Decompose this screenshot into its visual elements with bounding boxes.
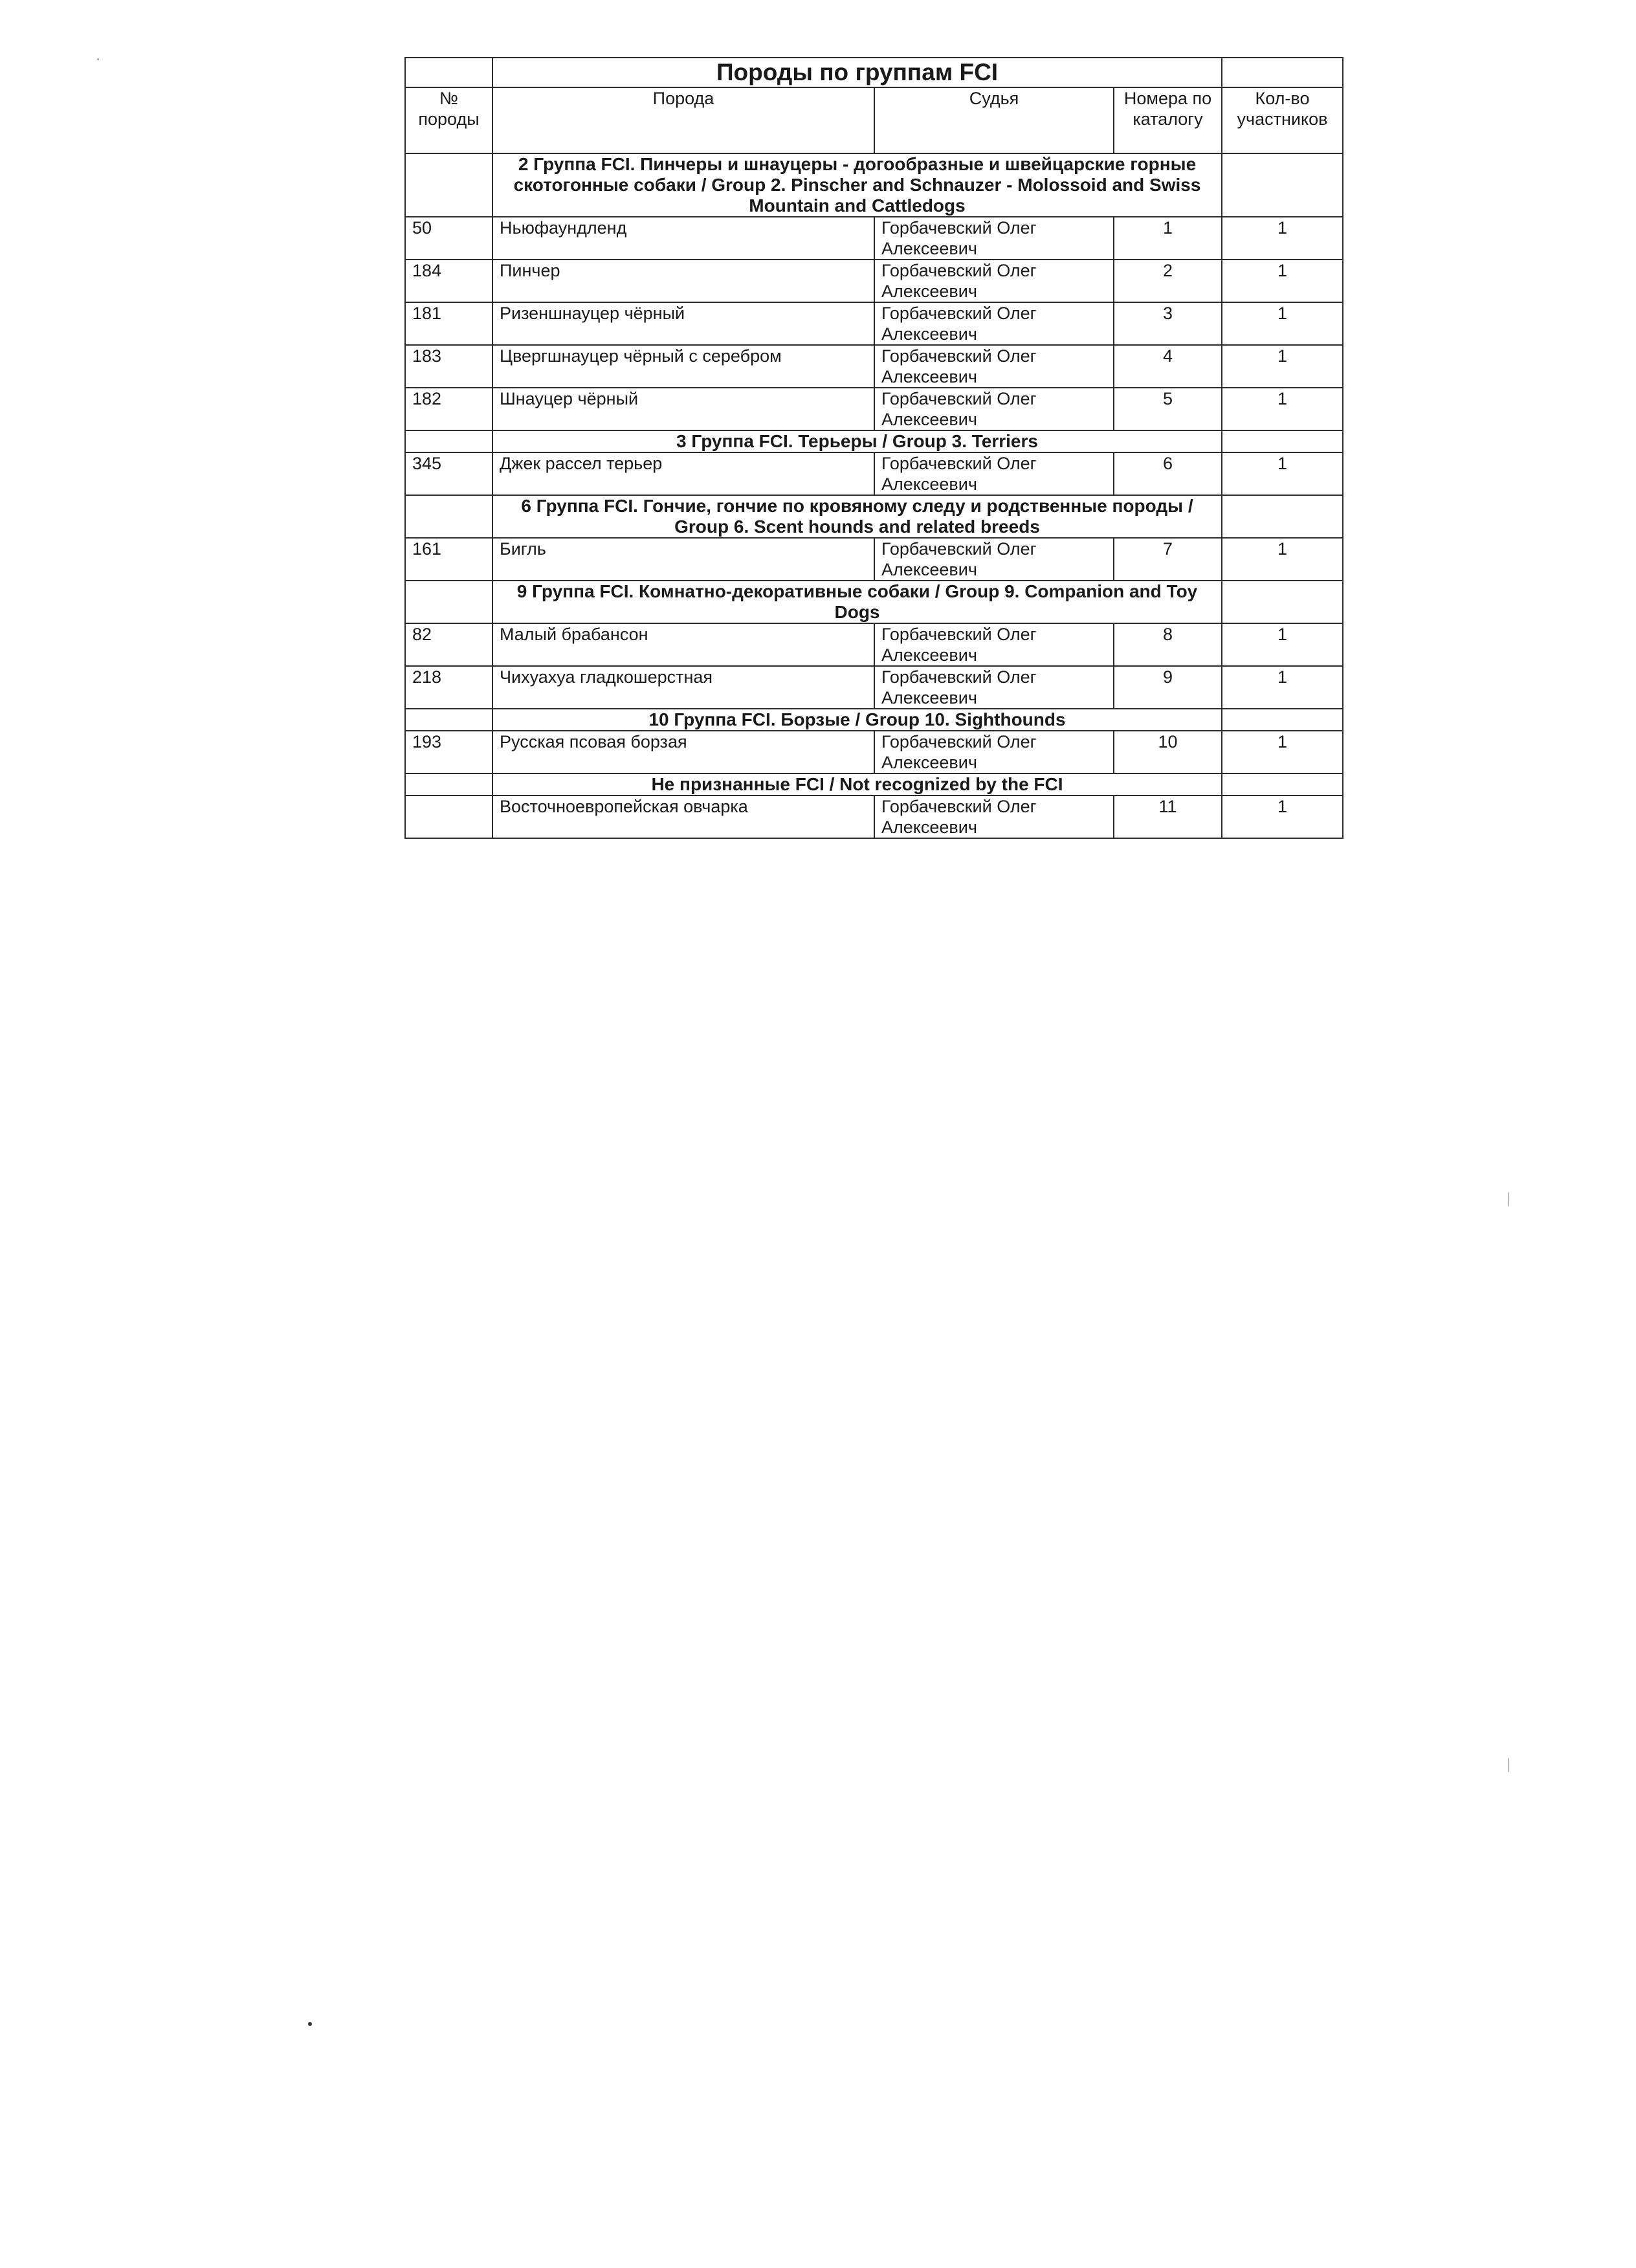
group-title: 2 Группа FCI. Пинчеры и шнауцеры - догообразные и швейцарские горные скотогонные собаки / Group 2. Pinscher and Schnauzer - Molossoid and Swiss Mountain and Cattledogs: [492, 153, 1222, 217]
judge-name-cell: Горбачевский Олег Алексеевич: [874, 302, 1114, 345]
group-empty-cell: [405, 709, 492, 731]
participants-count-cell: 1: [1222, 666, 1343, 709]
group-empty-cell: [1222, 773, 1343, 795]
group-title: Не признанные FCI / Not recognized by the FCI: [492, 773, 1222, 795]
title-empty-cell: [1222, 58, 1343, 87]
catalog-number-cell: 9: [1114, 666, 1222, 709]
judge-name-cell: Горбачевский Олег Алексеевич: [874, 538, 1114, 581]
group-title: 3 Группа FCI. Терьеры / Group 3. Terriers: [492, 430, 1222, 452]
breed-name-cell: Бигль: [492, 538, 874, 581]
participants-count-cell: 1: [1222, 345, 1343, 388]
breed-name-cell: Ризеншнауцер чёрный: [492, 302, 874, 345]
table-header-row: [405, 87, 1343, 153]
breed-name-cell: Шнауцер чёрный: [492, 388, 874, 430]
group-empty-cell: [405, 430, 492, 452]
header-count: Кол-во участников: [1222, 87, 1343, 153]
breed-number-cell: 193: [405, 731, 492, 773]
group-title: 9 Группа FCI. Комнатно-декоративные собаки / Group 9. Companion and Toy Dogs: [492, 581, 1222, 623]
group-empty-cell: [1222, 153, 1343, 217]
group-empty-cell: [1222, 581, 1343, 623]
group-empty-cell: [405, 581, 492, 623]
breeds-table: [404, 57, 1343, 839]
table-row: [405, 623, 1343, 666]
participants-count-cell: 1: [1222, 538, 1343, 581]
breed-number-cell: [405, 795, 492, 838]
breed-number-cell: 82: [405, 623, 492, 666]
participants-count-cell: 1: [1222, 217, 1343, 260]
breed-number-cell: 345: [405, 452, 492, 495]
document-page: [404, 57, 1342, 839]
group-empty-cell: [1222, 709, 1343, 731]
group-empty-cell: [405, 495, 492, 538]
catalog-number-cell: 6: [1114, 452, 1222, 495]
group-empty-cell: [1222, 495, 1343, 538]
group-title: 10 Группа FCI. Борзые / Group 10. Sighthounds: [492, 709, 1222, 731]
breed-number-cell: 161: [405, 538, 492, 581]
breed-name-cell: Джек рассел терьер: [492, 452, 874, 495]
catalog-number-cell: 5: [1114, 388, 1222, 430]
group-title: 6 Группа FCI. Гончие, гончие по кровяному следу и родственные породы / Group 6. Scent hounds and related breeds: [492, 495, 1222, 538]
table-row: [405, 795, 1343, 838]
catalog-number-cell: 4: [1114, 345, 1222, 388]
participants-count-cell: 1: [1222, 452, 1343, 495]
breed-name-cell: Восточноевропейская овчарка: [492, 795, 874, 838]
catalog-number-cell: 10: [1114, 731, 1222, 773]
participants-count-cell: 1: [1222, 260, 1343, 302]
scan-speck: [308, 2022, 312, 2026]
title-empty-cell: [405, 58, 492, 87]
group-row: [405, 581, 1343, 623]
group-row: [405, 495, 1343, 538]
header-breed: Порода: [492, 87, 874, 153]
judge-name-cell: Горбачевский Олег Алексеевич: [874, 795, 1114, 838]
table-title-row: [405, 58, 1343, 87]
header-number: № породы: [405, 87, 492, 153]
catalog-number-cell: 2: [1114, 260, 1222, 302]
group-row: [405, 709, 1343, 731]
scan-speck: [1508, 1758, 1509, 1772]
scan-speck: [1508, 1192, 1509, 1206]
group-row: [405, 153, 1343, 217]
table-row: [405, 452, 1343, 495]
group-empty-cell: [1222, 430, 1343, 452]
group-row: [405, 773, 1343, 795]
group-row: [405, 430, 1343, 452]
participants-count-cell: 1: [1222, 623, 1343, 666]
breed-number-cell: 50: [405, 217, 492, 260]
catalog-number-cell: 8: [1114, 623, 1222, 666]
table-row: [405, 345, 1343, 388]
table-row: [405, 217, 1343, 260]
judge-name-cell: Горбачевский Олег Алексеевич: [874, 623, 1114, 666]
participants-count-cell: 1: [1222, 731, 1343, 773]
breed-name-cell: Малый брабансон: [492, 623, 874, 666]
judge-name-cell: Горбачевский Олег Алексеевич: [874, 731, 1114, 773]
table-row: [405, 260, 1343, 302]
participants-count-cell: 1: [1222, 388, 1343, 430]
judge-name-cell: Горбачевский Олег Алексеевич: [874, 345, 1114, 388]
participants-count-cell: 1: [1222, 302, 1343, 345]
breed-name-cell: Чихуахуа гладкошерстная: [492, 666, 874, 709]
breed-number-cell: 184: [405, 260, 492, 302]
judge-name-cell: Горбачевский Олег Алексеевич: [874, 666, 1114, 709]
breed-name-cell: Пинчер: [492, 260, 874, 302]
breed-name-cell: Русская псовая борзая: [492, 731, 874, 773]
table-row: [405, 538, 1343, 581]
breed-name-cell: Ньюфаундленд: [492, 217, 874, 260]
catalog-number-cell: 11: [1114, 795, 1222, 838]
breed-number-cell: 181: [405, 302, 492, 345]
header-catalog: Номера по каталогу: [1114, 87, 1222, 153]
table-row: [405, 388, 1343, 430]
group-empty-cell: [405, 773, 492, 795]
breed-number-cell: 183: [405, 345, 492, 388]
table-row: [405, 731, 1343, 773]
judge-name-cell: Горбачевский Олег Алексеевич: [874, 388, 1114, 430]
breed-number-cell: 218: [405, 666, 492, 709]
judge-name-cell: Горбачевский Олег Алексеевич: [874, 452, 1114, 495]
participants-count-cell: 1: [1222, 795, 1343, 838]
breed-number-cell: 182: [405, 388, 492, 430]
table-row: [405, 666, 1343, 709]
group-empty-cell: [405, 153, 492, 217]
scan-speck: [97, 58, 99, 60]
table-row: [405, 302, 1343, 345]
judge-name-cell: Горбачевский Олег Алексеевич: [874, 217, 1114, 260]
breed-name-cell: Цвергшнауцер чёрный с серебром: [492, 345, 874, 388]
catalog-number-cell: 1: [1114, 217, 1222, 260]
header-judge: Судья: [874, 87, 1114, 153]
table-title: Породы по группам FCI: [492, 58, 1222, 87]
catalog-number-cell: 7: [1114, 538, 1222, 581]
judge-name-cell: Горбачевский Олег Алексеевич: [874, 260, 1114, 302]
catalog-number-cell: 3: [1114, 302, 1222, 345]
